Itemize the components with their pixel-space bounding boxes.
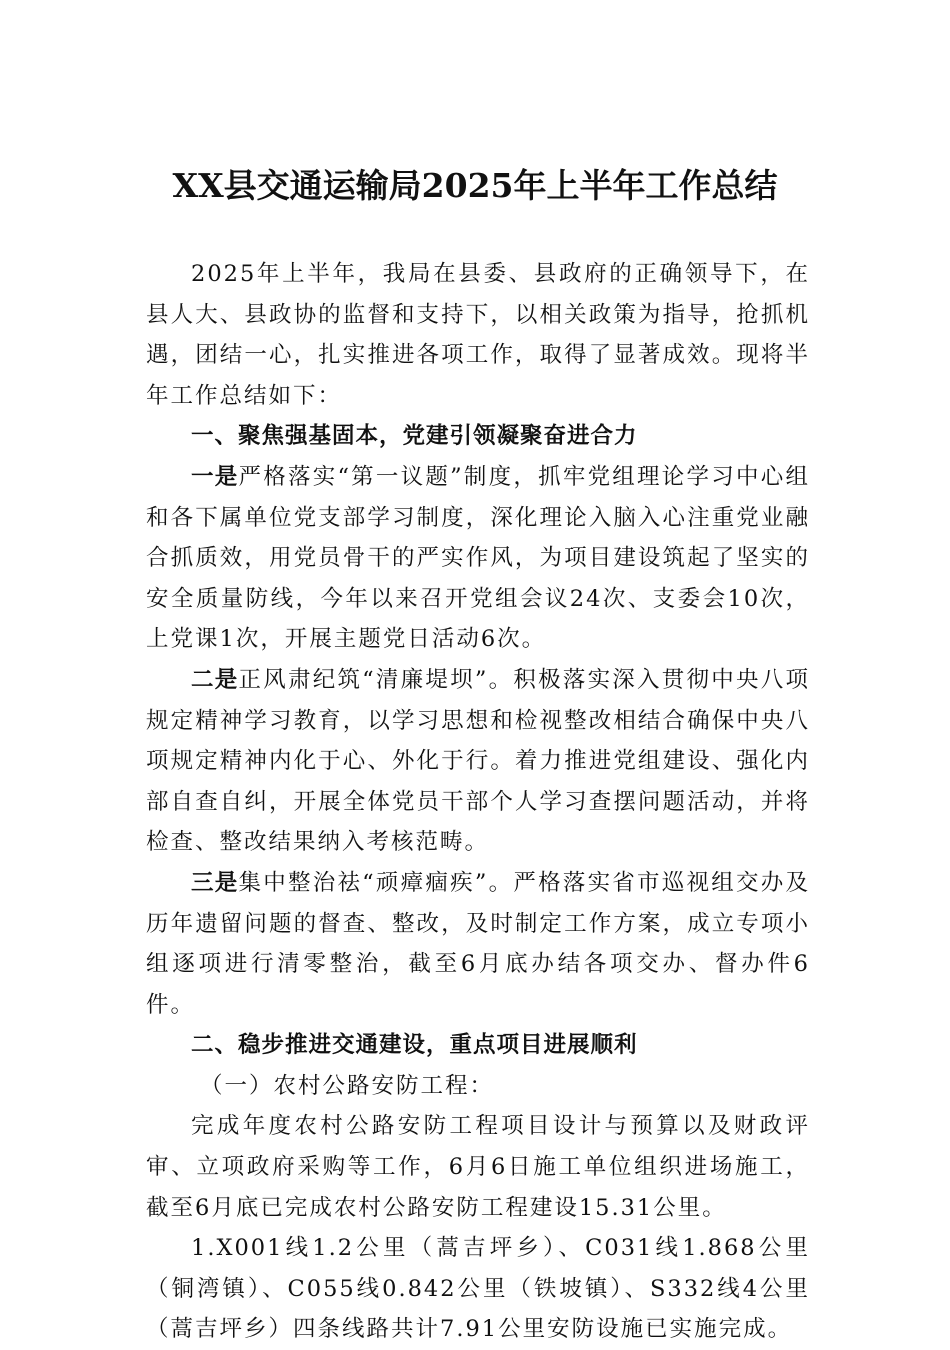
item1-text: 严格落实“第一议题”制度，抓牢党组理论学习中心组和各下属单位党支部学习制度，深化理论入脑入心注重党业融合抓质效，用党员骨干的严实作风，为项目建设筑起了坚实的安全质量防线，今年以来召开党组会议24次、支委会10次，上党课1次，开展主题党日活动6次。 — [146, 463, 810, 653]
section2-heading: 二、稳步推进交通建设，重点项目进展顺利 — [191, 1032, 638, 1059]
item2-lead: 二是 — [191, 666, 239, 693]
item2-text: 正风肃纪筑“清廉堤坝”。积极落实深入贯彻中央八项规定精神学习教育，以学习思想和检视整改相结合确保中央八项规定精神内化于心、外化于行。着力推进党组建设、强化内部自查自纠，开展全体党员干部个人学习查摆问题活动，并将检查、整改结果纳入考核范畴。 — [146, 666, 810, 856]
item3-lead: 三是 — [191, 869, 239, 896]
section1-item3 — [146, 863, 810, 1025]
document-body — [146, 254, 810, 1350]
item3-text: 集中整治祛“顽瘴痼疾”。严格落实省市巡视组交办及历年遗留问题的督查、整改，及时制定工作方案，成立专项小组逐项进行清零整治，截至6月底办结各项交办、督办件6件。 — [146, 869, 810, 1018]
item1-lead: 一是 — [191, 463, 239, 490]
document-title: XX县交通运输局2025年上半年工作总结 — [172, 166, 778, 205]
section2-para1: 完成年度农村公路安防工程项目设计与预算以及财政评审、立项政府采购等工作，6月6日施工单位组织进场施工，截至6月底已完成农村公路安防工程建设15.31公里。 — [146, 1113, 810, 1221]
section1-item1 — [146, 457, 810, 660]
section2-sub1-heading: （一）农村公路安防工程： — [200, 1072, 495, 1099]
section1-item2 — [146, 660, 810, 863]
intro-paragraph: 2025年上半年，我局在县委、县政府的正确领导下，在县人大、县政协的监督和支持下，以相关政策为指导，抢抓机遇，团结一心，扎实推进各项工作，取得了显著成效。现将半年工作总结如下： — [146, 261, 810, 409]
section1-heading: 一、聚焦强基固本，党建引领凝聚奋进合力 — [191, 423, 638, 450]
section2-para2: 1.X001线1.2公里（蒿吉坪乡）、C031线1.868公里（铜湾镇）、C055线0.842公里（铁坡镇）、S332线4公里（蒿吉坪乡）四条线路共计7.91公里安防设施已实施完成。 — [146, 1235, 810, 1343]
